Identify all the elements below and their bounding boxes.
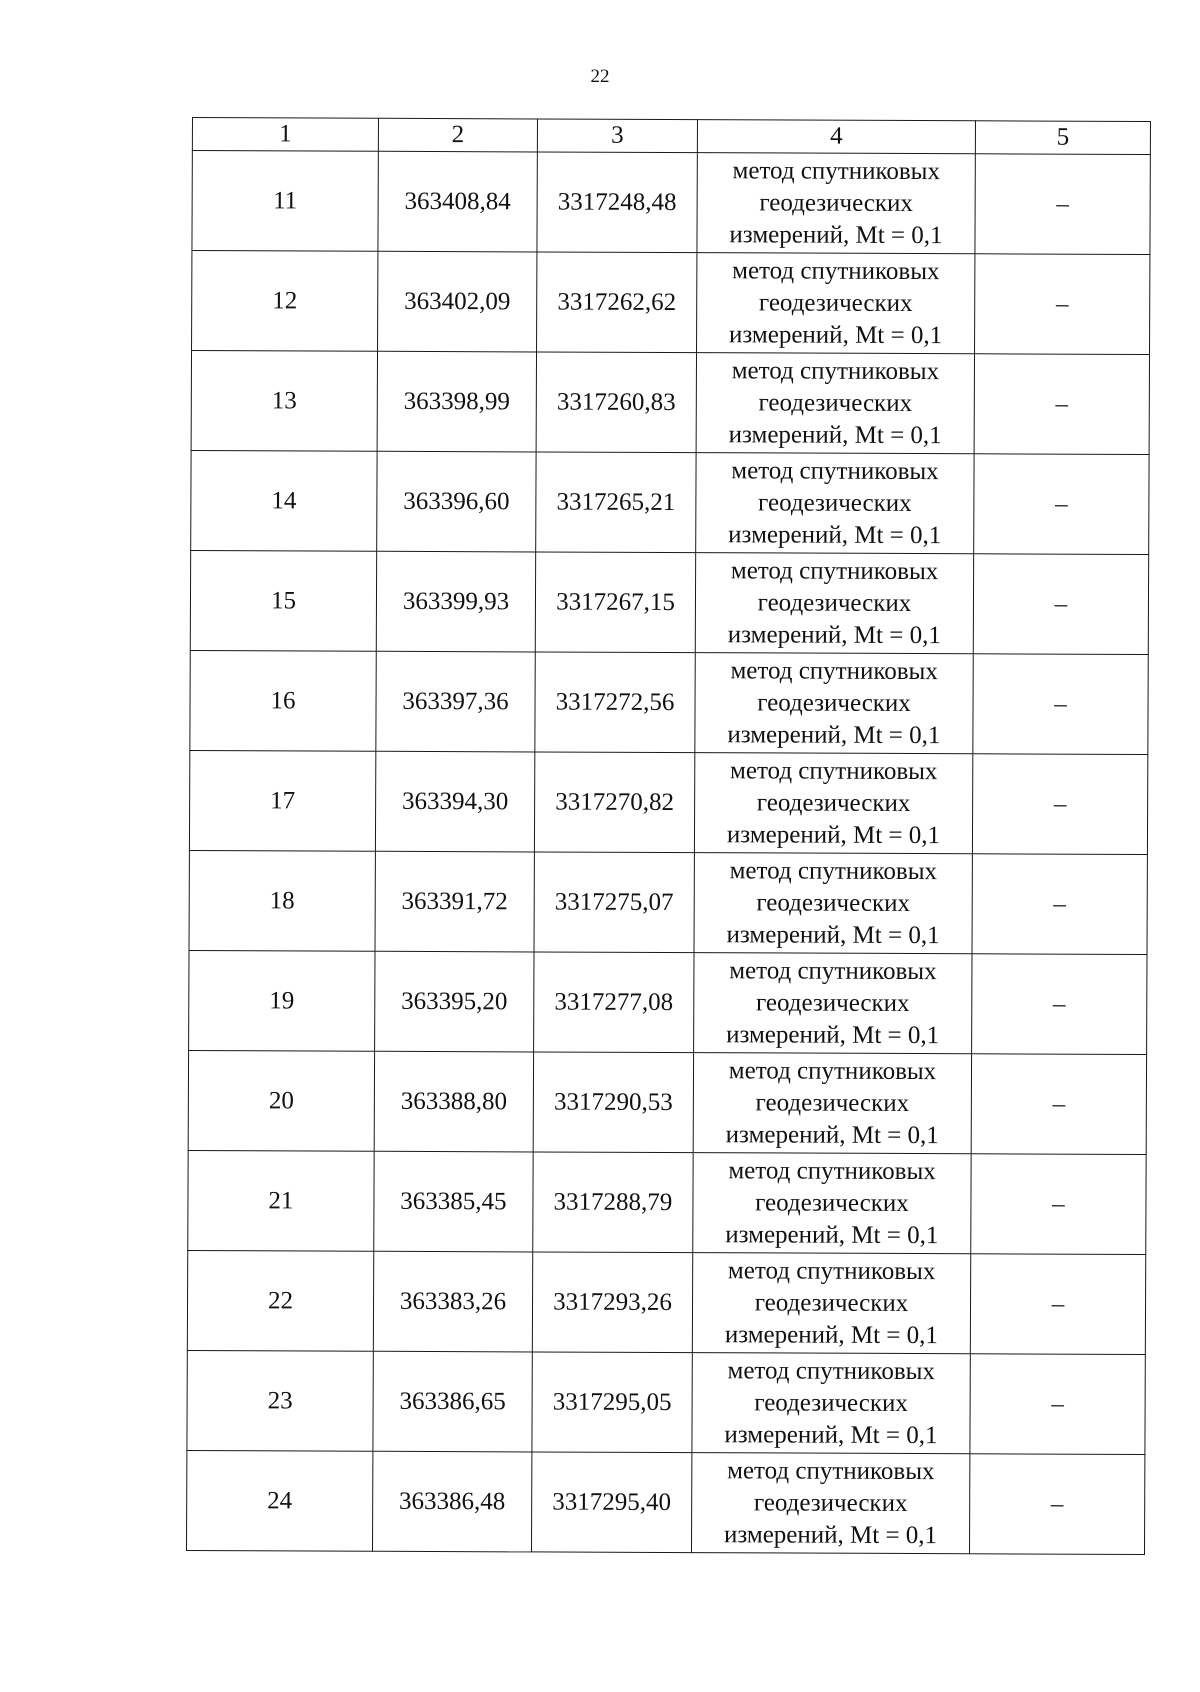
- method-line: геодезических: [755, 988, 910, 1017]
- note-cell: –: [969, 1454, 1144, 1555]
- x-coordinate-cell: 363385,45: [374, 1151, 533, 1252]
- y-coordinate-cell: 3317288,79: [533, 1152, 693, 1253]
- x-coordinate-cell: 363402,09: [378, 251, 537, 352]
- note-cell: –: [974, 454, 1149, 555]
- method-cell: [694, 853, 972, 954]
- y-coordinate-cell: 3317260,83: [536, 352, 696, 453]
- note-cell: –: [974, 354, 1149, 455]
- point-number-cell: 13: [191, 351, 377, 452]
- method-line: измерений, Mt = 0,1: [723, 1520, 938, 1549]
- method-line: измерений, Mt = 0,1: [726, 920, 940, 949]
- note-cell: –: [972, 954, 1147, 1055]
- point-number-cell: 12: [192, 251, 378, 352]
- method-cell: [694, 753, 972, 854]
- method-line: геодезических: [756, 888, 911, 917]
- method-cell: [695, 553, 973, 654]
- x-coordinate-cell: 363398,99: [377, 351, 536, 452]
- method-line: измерений, Mt = 0,1: [726, 820, 941, 849]
- method-cell: [691, 1453, 969, 1554]
- point-number-cell: 20: [188, 1050, 374, 1151]
- note-cell: –: [970, 1354, 1145, 1455]
- method-line: метод спутниковых: [728, 1056, 937, 1085]
- method-line: метод спутниковых: [731, 356, 940, 385]
- x-coordinate-cell: 363386,48: [372, 1451, 531, 1552]
- table-row: [191, 351, 1149, 455]
- y-coordinate-cell: 3317277,08: [534, 952, 694, 1053]
- method-line: геодезических: [758, 288, 913, 317]
- table-row: [192, 251, 1150, 355]
- table-row: [187, 1250, 1145, 1354]
- point-number-cell: 14: [191, 450, 377, 551]
- x-coordinate-cell: 363396,60: [377, 451, 536, 552]
- method-line: метод спутниковых: [727, 1256, 936, 1285]
- table-row: [191, 450, 1149, 554]
- point-number-cell: 11: [192, 151, 378, 252]
- table-row: [189, 950, 1147, 1054]
- note-cell: –: [975, 254, 1150, 355]
- y-coordinate-cell: 3317293,26: [532, 1252, 692, 1353]
- y-coordinate-cell: 3317295,05: [532, 1352, 692, 1453]
- y-coordinate-cell: 3317262,62: [537, 252, 697, 353]
- method-line: метод спутниковых: [728, 1156, 936, 1185]
- method-cell: [695, 653, 973, 754]
- point-number-cell: 17: [189, 750, 375, 851]
- point-number-cell: 19: [189, 950, 375, 1051]
- y-coordinate-cell: 3317267,15: [535, 552, 695, 653]
- method-line: метод спутниковых: [727, 1456, 935, 1485]
- x-coordinate-cell: 363383,26: [373, 1251, 532, 1352]
- method-line: измерений, Mt = 0,1: [729, 220, 943, 249]
- table-row: [188, 1050, 1146, 1154]
- method-line: геодезических: [753, 1488, 908, 1517]
- method-line: измерений, Mt = 0,1: [725, 1220, 939, 1249]
- point-number-cell: 16: [190, 650, 376, 751]
- method-line: геодезических: [755, 1188, 909, 1217]
- y-coordinate-cell: 3317248,48: [537, 152, 697, 253]
- method-cell: [696, 353, 974, 454]
- method-line: измерений, Mt = 0,1: [727, 620, 941, 649]
- method-cell: [694, 953, 972, 1054]
- page-number: 22: [590, 66, 610, 87]
- method-line: геодезических: [754, 1388, 908, 1417]
- y-coordinate-cell: 3317265,21: [536, 452, 696, 553]
- table-row: [190, 550, 1148, 654]
- method-line: измерений, Mt = 0,1: [728, 520, 942, 549]
- method-cell: [692, 1353, 970, 1454]
- x-coordinate-cell: 363394,30: [375, 751, 534, 852]
- method-line: измерений, Mt = 0,1: [728, 420, 942, 449]
- method-cell: [697, 153, 975, 254]
- column-header-5: 5: [975, 121, 1150, 155]
- column-header-2: 2: [378, 118, 537, 152]
- method-line: измерений, Mt = 0,1: [725, 1120, 939, 1149]
- method-line: геодезических: [758, 488, 912, 517]
- method-line: метод спутниковых: [732, 156, 941, 185]
- table-header: [192, 118, 1150, 155]
- method-line: геодезических: [757, 688, 911, 717]
- method-line: метод спутниковых: [730, 656, 938, 685]
- method-line: геодезических: [759, 188, 913, 217]
- method-line: метод спутниковых: [730, 756, 938, 785]
- note-cell: –: [973, 654, 1148, 755]
- method-line: метод спутниковых: [729, 956, 937, 985]
- x-coordinate-cell: 363386,65: [373, 1351, 532, 1452]
- table-row: [190, 650, 1148, 754]
- method-cell: [692, 1253, 970, 1354]
- method-line: измерений, Mt = 0,1: [724, 1320, 938, 1349]
- table-row: [189, 750, 1147, 854]
- method-line: метод спутниковых: [731, 456, 939, 485]
- note-cell: –: [972, 854, 1147, 955]
- table-row: [188, 1150, 1146, 1254]
- table-row: [187, 1350, 1145, 1454]
- method-cell: [693, 1053, 971, 1154]
- point-number-cell: 21: [188, 1150, 374, 1251]
- method-line: геодезических: [754, 1288, 909, 1317]
- x-coordinate-cell: 363395,20: [375, 951, 534, 1052]
- x-coordinate-cell: 363408,84: [378, 151, 537, 252]
- y-coordinate-cell: 3317270,82: [534, 752, 694, 853]
- point-number-cell: 15: [190, 550, 376, 651]
- method-cell: [697, 253, 975, 354]
- method-line: измерений, Mt = 0,1: [724, 1420, 938, 1449]
- column-header-4: 4: [697, 120, 975, 154]
- note-cell: –: [970, 1254, 1145, 1355]
- method-line: метод спутниковых: [729, 856, 938, 885]
- method-cell: [696, 453, 974, 554]
- method-line: метод спутниковых: [727, 1356, 936, 1385]
- y-coordinate-cell: 3317272,56: [535, 652, 695, 753]
- y-coordinate-cell: 3317295,40: [531, 1452, 691, 1553]
- method-line: геодезических: [758, 388, 913, 417]
- x-coordinate-cell: 363399,93: [376, 551, 535, 652]
- y-coordinate-cell: 3317275,07: [534, 852, 694, 953]
- x-coordinate-cell: 363391,72: [375, 851, 534, 952]
- column-header-1: 1: [192, 118, 378, 152]
- table-row: [186, 1450, 1144, 1554]
- note-cell: –: [975, 154, 1150, 255]
- column-header-3: 3: [537, 119, 697, 153]
- method-line: геодезических: [755, 1088, 910, 1117]
- y-coordinate-cell: 3317290,53: [533, 1052, 693, 1153]
- note-cell: –: [971, 1154, 1146, 1255]
- method-line: метод спутниковых: [732, 256, 940, 285]
- point-number-cell: 24: [186, 1450, 372, 1551]
- note-cell: –: [971, 1054, 1146, 1155]
- method-cell: [693, 1153, 971, 1254]
- point-number-cell: 18: [189, 850, 375, 951]
- point-number-cell: 22: [187, 1250, 373, 1351]
- method-line: измерений, Mt = 0,1: [728, 320, 943, 349]
- method-line: измерений, Mt = 0,1: [726, 1020, 940, 1049]
- method-line: метод спутниковых: [730, 556, 939, 585]
- table-row: [189, 850, 1147, 954]
- x-coordinate-cell: 363397,36: [376, 651, 535, 752]
- method-line: геодезических: [756, 788, 911, 817]
- note-cell: –: [972, 754, 1147, 855]
- coordinates-table: [186, 117, 1151, 1555]
- point-number-cell: 23: [187, 1350, 373, 1451]
- table-body: [186, 151, 1150, 1555]
- table-row: [192, 151, 1150, 255]
- x-coordinate-cell: 363388,80: [374, 1051, 533, 1152]
- header-row: [192, 118, 1150, 155]
- method-line: геодезических: [757, 588, 912, 617]
- method-line: измерений, Mt = 0,1: [727, 720, 941, 749]
- note-cell: –: [973, 554, 1148, 655]
